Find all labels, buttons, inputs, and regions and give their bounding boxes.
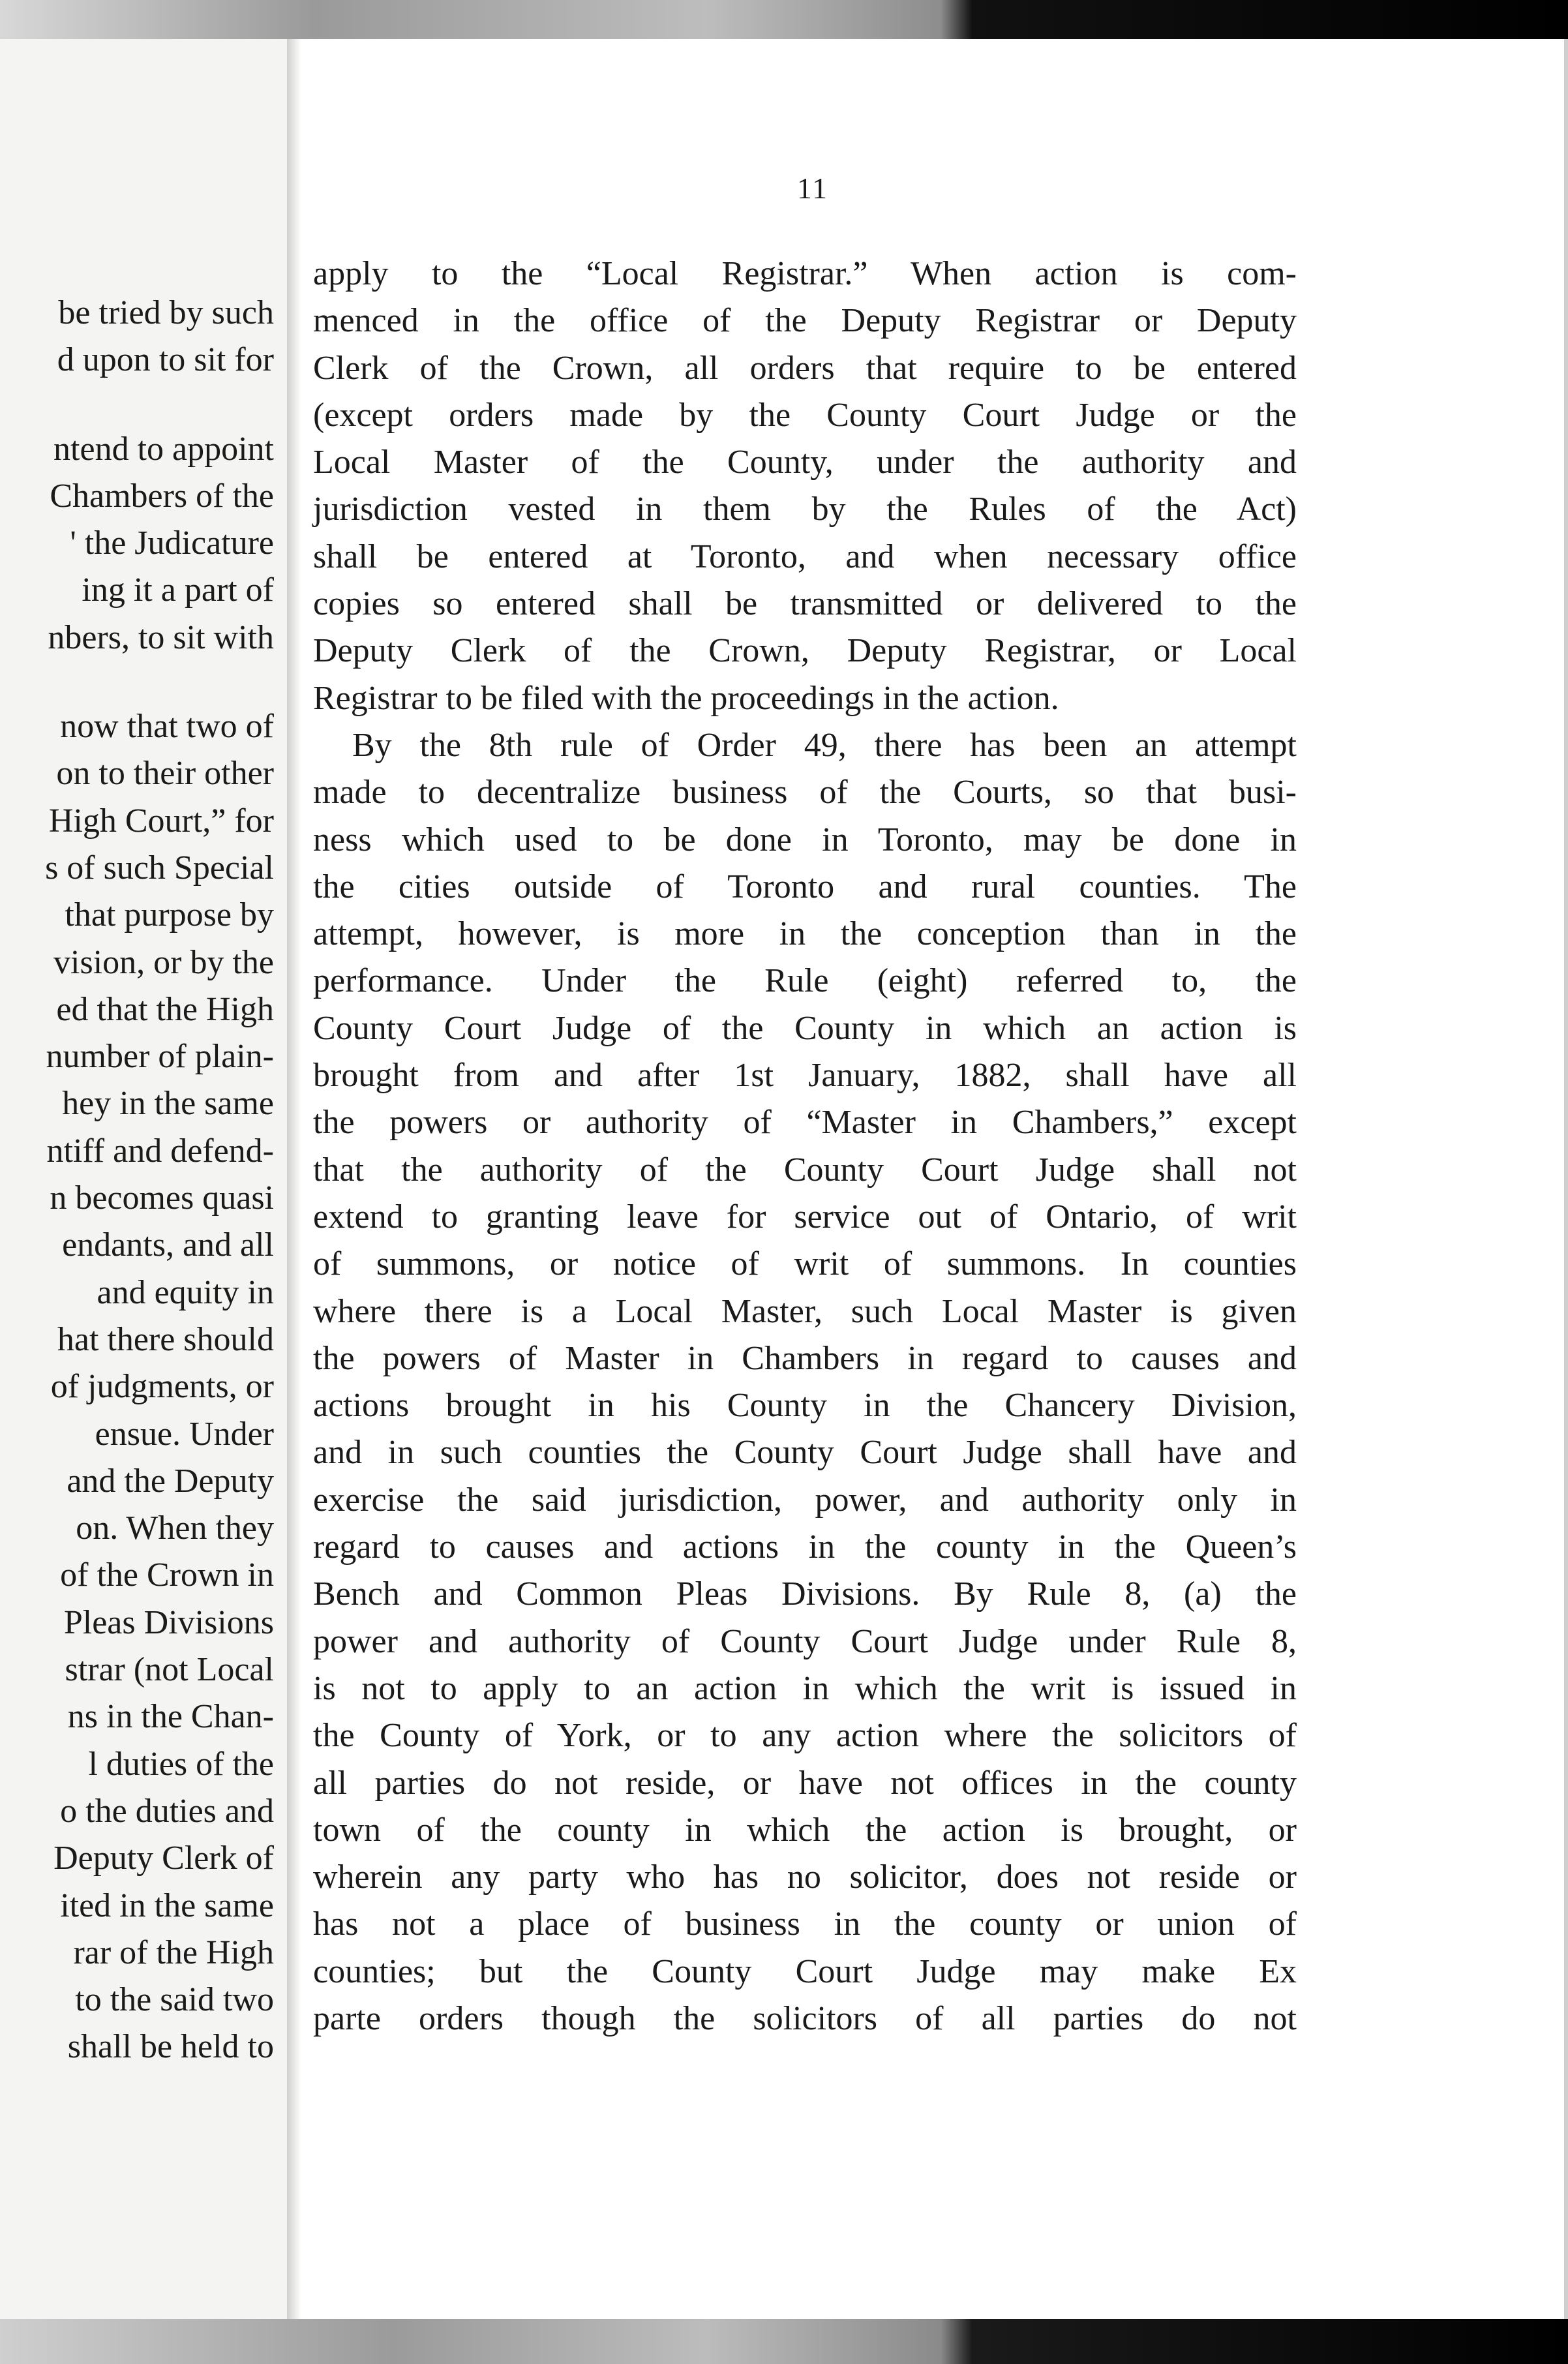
text-line: power and authority of County Court Judge under Rule 8, xyxy=(313,1622,1297,1660)
text-line: the cities outside of Toronto and rural counties. The xyxy=(313,868,1297,905)
text-line: apply to the “Local Registrar.” When action is com- xyxy=(313,255,1297,292)
text-line: the powers of Master in Chambers in regard to causes and xyxy=(313,1339,1297,1377)
text-line: ited in the same xyxy=(60,1887,274,1924)
text-line: shall be held to xyxy=(67,2028,274,2066)
text-line: parte orders though the solicitors of all parties do not xyxy=(313,1999,1297,2037)
text-line: ntiff and defend- xyxy=(46,1132,274,1170)
text-line: strar (not Local xyxy=(65,1651,274,1689)
text-line: of summons, or notice of writ of summons. In counties xyxy=(313,1245,1297,1283)
text-line: l duties of the xyxy=(88,1745,274,1783)
text-line: ns in the Chan- xyxy=(67,1698,274,1736)
text-line: ' the Judicature xyxy=(70,524,274,562)
text-line: jurisdiction vested in them by the Rules of the Act) xyxy=(313,491,1297,528)
page-edge xyxy=(1564,39,1568,2319)
scan-bottom-border xyxy=(0,2319,1568,2364)
text-line: is not to apply to an action in which the writ is issued in xyxy=(313,1669,1297,1707)
text-line: be tried by such xyxy=(58,294,274,331)
paragraph-1 xyxy=(313,250,1297,722)
left-gap-2 xyxy=(0,661,274,703)
text-line: exercise the said jurisdiction, power, and authority only in xyxy=(313,1481,1297,1519)
text-line: of the Crown in xyxy=(60,1556,274,1594)
text-line: o the duties and xyxy=(60,1792,274,1830)
text-line: High Court,” for xyxy=(48,802,274,840)
text-line: on to their other xyxy=(56,755,274,793)
text-line: Clerk of the Crown, all orders that require to be entered xyxy=(313,349,1297,387)
text-line: made to decentralize business of the Courts, so that busi- xyxy=(313,774,1297,811)
text-line: performance. Under the Rule (eight) referred to, the xyxy=(313,962,1297,1000)
text-line: Bench and Common Pleas Divisions. By Rule 8, (a) the xyxy=(313,1575,1297,1613)
text-line: the powers or authority of “Master in Chambers,” except xyxy=(313,1104,1297,1142)
text-line: County Court Judge of the County in which an action is xyxy=(313,1009,1297,1047)
text-line: hat there should xyxy=(57,1320,274,1358)
text-line: ntend to appoint xyxy=(53,430,274,468)
text-line: Registrar to be filed with the proceedings in the action. xyxy=(313,679,1059,717)
text-line: nbers, to sit with xyxy=(48,618,274,656)
scan-top-border xyxy=(0,0,1568,39)
text-line: ing it a part of xyxy=(82,571,274,609)
left-block-2 xyxy=(0,426,274,661)
text-line: actions brought in his County in the Chancery Division, xyxy=(313,1387,1297,1425)
text-line: s of such Special xyxy=(45,849,274,886)
text-line: on. When they xyxy=(76,1509,274,1547)
book-gutter xyxy=(287,39,301,2319)
text-line: brought from and after 1st January, 1882, shall have all xyxy=(313,1057,1297,1095)
paragraph-2 xyxy=(313,722,1297,2042)
text-line: ed that the High xyxy=(56,990,274,1028)
text-line: endants, and all xyxy=(62,1226,274,1264)
text-line: to the said two xyxy=(75,1981,274,2019)
right-column-text xyxy=(313,250,1297,2042)
text-line: and equity in xyxy=(97,1273,274,1311)
text-line: rar of the High xyxy=(73,1933,274,1971)
text-line: By the 8th rule of Order 49, there has been an attempt xyxy=(352,726,1297,764)
text-line: vision, or by the xyxy=(53,943,274,981)
text-line: n becomes quasi xyxy=(50,1179,274,1217)
text-line: wherein any party who has no solicitor, does not reside or xyxy=(313,1858,1297,1896)
text-line: hey in the same xyxy=(62,1085,274,1123)
text-line: extend to granting leave for service out of Ontario, of writ xyxy=(313,1198,1297,1235)
text-line: copies so entered shall be transmitted or delivered to the xyxy=(313,585,1297,623)
text-line: (except orders made by the County Court Judge or the xyxy=(313,396,1297,434)
text-line: has not a place of business in the county or union of xyxy=(313,1905,1297,1943)
text-line: where there is a Local Master, such Local Master is given xyxy=(313,1292,1297,1330)
text-line: the County of York, or to any action where the solicitors of xyxy=(313,1717,1297,1755)
left-block-1 xyxy=(0,290,274,384)
text-line: that purpose by xyxy=(65,896,274,934)
text-line: and the Deputy xyxy=(67,1462,274,1500)
text-line: of judgments, or xyxy=(50,1368,274,1406)
text-line: Local Master of the County, under the authority and xyxy=(313,444,1297,481)
text-line: Deputy Clerk of the Crown, Deputy Registrar, or Local xyxy=(313,632,1297,670)
text-line: that the authority of the County Court Judge shall not xyxy=(313,1151,1297,1189)
left-page xyxy=(0,39,287,2319)
text-line: ensue. Under xyxy=(95,1415,274,1453)
text-line: counties; but the County Court Judge may make Ex xyxy=(313,1952,1297,1990)
text-line: number of plain- xyxy=(46,1038,274,1076)
text-line: now that two of xyxy=(60,708,274,746)
left-column-text xyxy=(0,290,274,2071)
text-line: and in such counties the County Court Judge shall have and xyxy=(313,1434,1297,1472)
text-line: d upon to sit for xyxy=(57,341,274,379)
text-line: regard to causes and actions in the county in the Queen’s xyxy=(313,1528,1297,1566)
text-line: attempt, however, is more in the conception than in the xyxy=(313,915,1297,953)
text-line: menced in the office of the Deputy Registrar or Deputy xyxy=(313,302,1297,340)
text-line: town of the county in which the action is brought, or xyxy=(313,1811,1297,1849)
text-line: Chambers of the xyxy=(50,477,274,515)
left-gap-1 xyxy=(0,384,274,426)
text-line: shall be entered at Toronto, and when necessary office xyxy=(313,538,1297,575)
text-line: Pleas Divisions xyxy=(63,1603,274,1641)
text-line: all parties do not reside, or have not offices in the county xyxy=(313,1764,1297,1802)
left-block-3 xyxy=(0,703,274,2071)
page-number: 11 xyxy=(796,172,829,205)
text-line: ness which used to be done in Toronto, may be done in xyxy=(313,821,1297,858)
text-line: Deputy Clerk of xyxy=(53,1840,274,1877)
